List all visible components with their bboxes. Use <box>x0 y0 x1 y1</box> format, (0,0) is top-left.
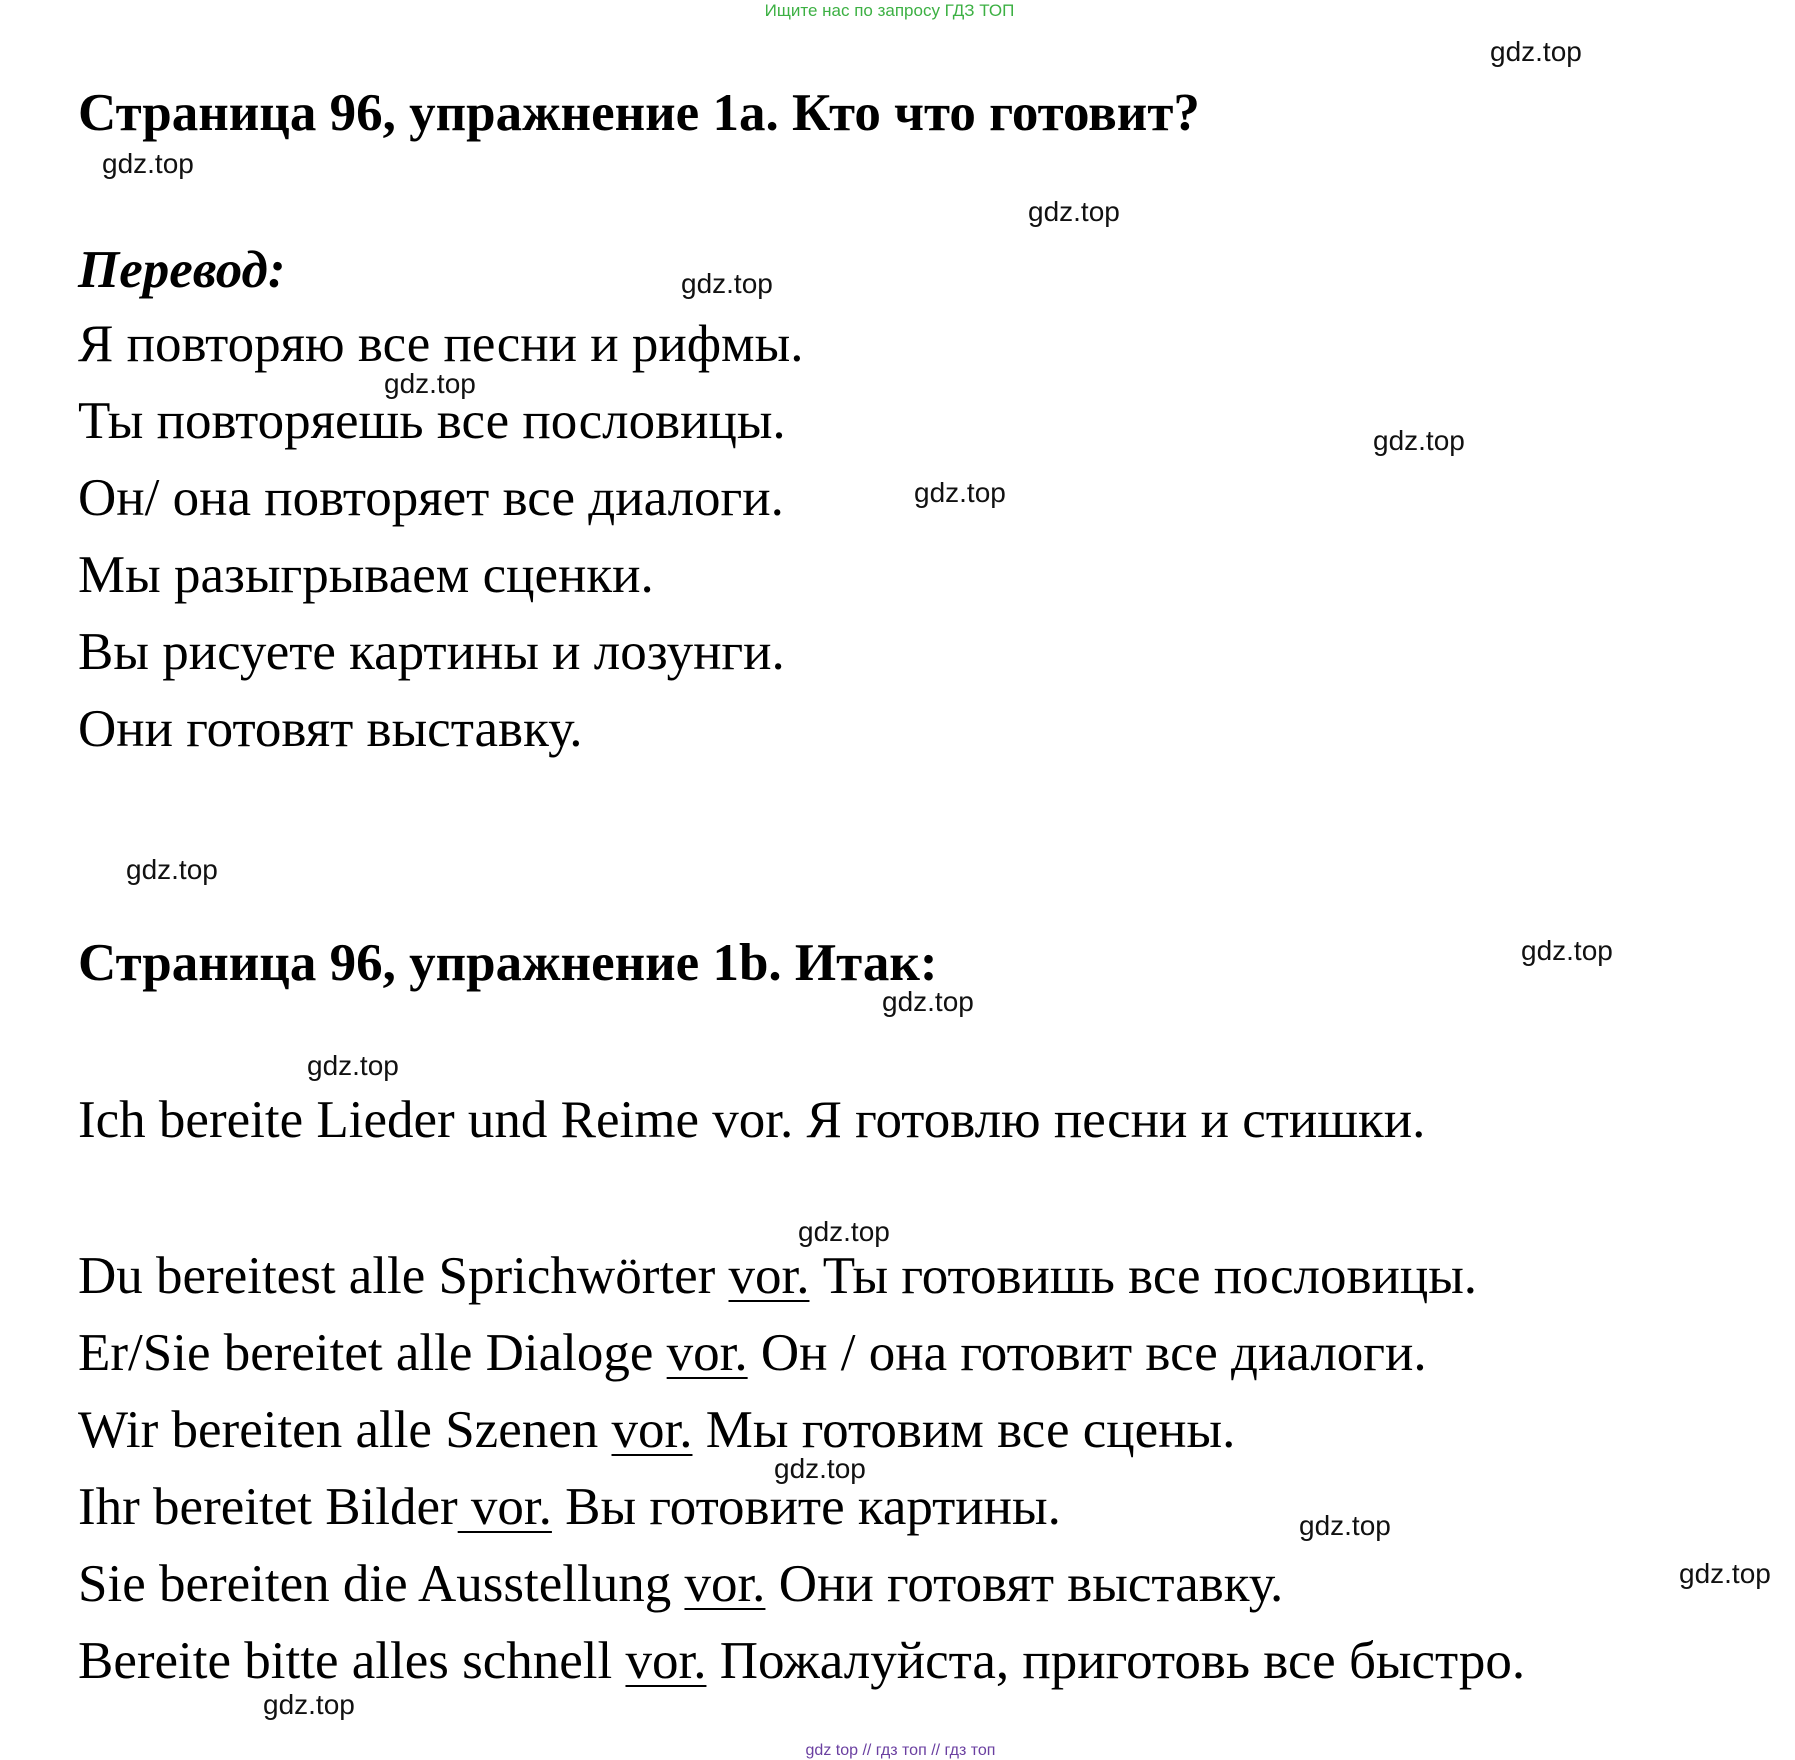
watermark: gdz.top <box>882 986 974 1017</box>
watermark: gdz.top <box>126 854 218 885</box>
translation-line: Я повторяю все песни и рифмы. <box>78 315 804 373</box>
watermark: gdz.top <box>1299 1510 1391 1541</box>
translation-line: Они готовят выставку. <box>78 700 583 758</box>
watermark: gdz.top <box>1490 36 1582 67</box>
separable-particle: vor. <box>728 1247 810 1305</box>
section-a-title: Страница 96, упражнение 1а. Кто что готовит? <box>78 84 1200 142</box>
separable-particle: vor. <box>625 1632 707 1690</box>
watermark: gdz.top <box>798 1216 890 1247</box>
example-line: Bereite bitte alles schnell vor. Пожалуйста, приготовь все быстро. <box>78 1632 1526 1690</box>
section-b-title: Страница 96, упражнение 1b. Итак: <box>78 934 938 992</box>
watermark: gdz.top <box>1373 425 1465 456</box>
watermark: gdz.top <box>263 1689 355 1720</box>
example-line: Du bereitest alle Sprichwörter vor. Ты готовишь все пословицы. <box>78 1247 1478 1305</box>
translation-line: Вы рисуете картины и лозунги. <box>78 623 785 681</box>
translation-label: Перевод: <box>78 241 286 299</box>
watermark: gdz.top <box>681 268 773 299</box>
translation-line: Ты повторяешь все пословицы. <box>78 392 786 450</box>
translation-line: Мы разыгрываем сценки. <box>78 546 654 604</box>
watermark: gdz.top <box>914 477 1006 508</box>
watermark: gdz.top <box>774 1453 866 1484</box>
example-line: Er/Sie bereitet alle Dialoge vor. Он / она готовит все диалоги. <box>78 1324 1427 1382</box>
separable-particle: vor. <box>684 1555 766 1613</box>
separable-particle: vor. <box>611 1401 693 1459</box>
example-line: Sie bereiten die Ausstellung vor. Они готовят выставку. <box>78 1555 1284 1613</box>
watermark: gdz.top <box>102 148 194 179</box>
watermark: gdz.top <box>384 368 476 399</box>
separable-particle: vor. <box>457 1478 552 1536</box>
watermark: gdz.top <box>1028 196 1120 227</box>
watermark: gdz.top <box>307 1050 399 1081</box>
example-line: Ihr bereitet Bilder vor. Вы готовите картины. <box>78 1478 1061 1536</box>
footer-watermark: gdz top // гдз топ // гдз топ <box>805 1742 996 1759</box>
example-line: Wir bereiten alle Szenen vor. Мы готовим все сцены. <box>78 1401 1236 1459</box>
separable-particle: vor. <box>666 1324 748 1382</box>
watermark: gdz.top <box>1521 935 1613 966</box>
translation-line: Он/ она повторяет все диалоги. <box>78 469 784 527</box>
summary-line: Ich bereite Lieder und Reime vor. Я готовлю песни и стишки. <box>78 1091 1426 1149</box>
top-banner: Ищите нас по запросу ГДЗ ТОП <box>764 1 1015 20</box>
watermark: gdz.top <box>1679 1558 1771 1589</box>
